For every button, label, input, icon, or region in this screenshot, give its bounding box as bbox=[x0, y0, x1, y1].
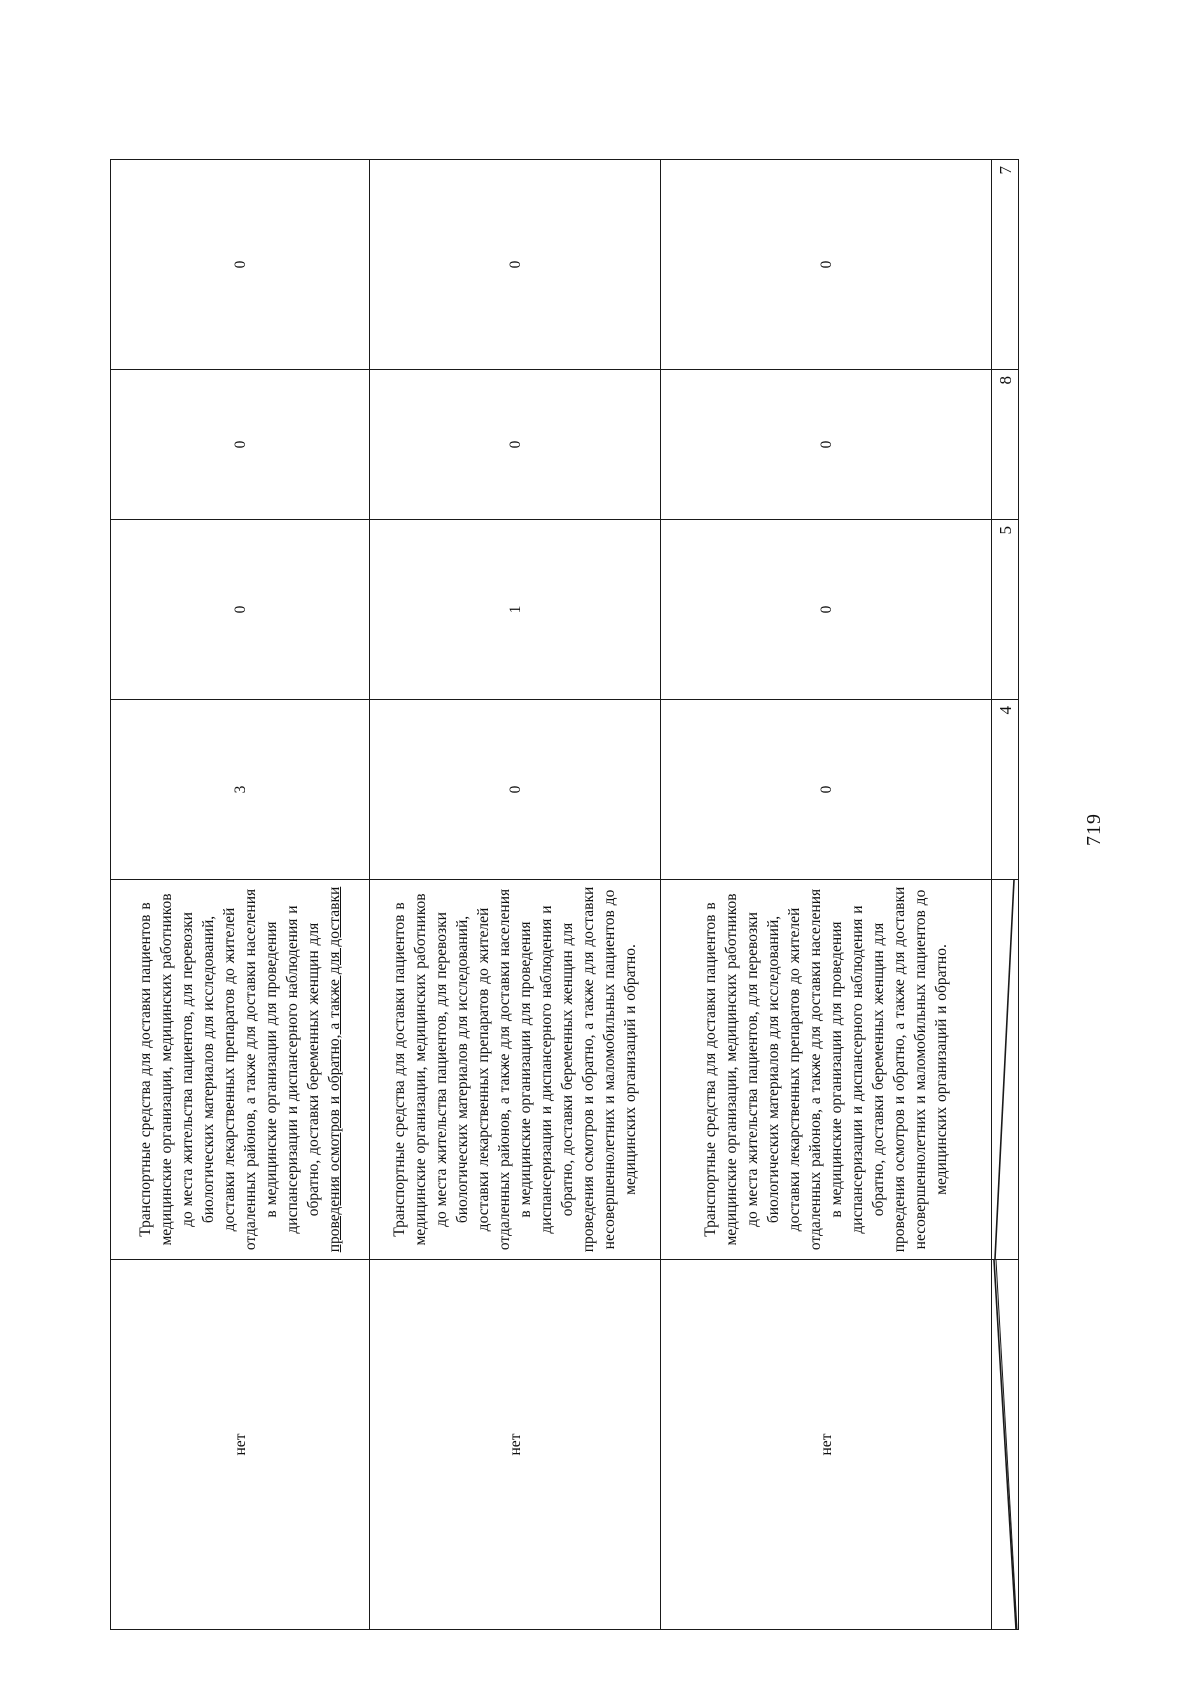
crossed-out-cell bbox=[992, 880, 1019, 1260]
description-line: в медицинские организации для проведения bbox=[517, 921, 534, 1218]
value-cell: 0 bbox=[111, 520, 370, 700]
description-line: Транспортные средства для доставки пациентов в bbox=[702, 902, 719, 1237]
answer-cell: нет bbox=[661, 1260, 992, 1630]
value-cell: 0 bbox=[111, 370, 370, 520]
description-cell bbox=[661, 880, 992, 1260]
page-number: 719 bbox=[1083, 813, 1105, 846]
description-line: отдаленных районов, а также для доставки населения bbox=[242, 888, 259, 1251]
description-line: проведения осмотров и обратно, а также для доставки bbox=[891, 886, 908, 1253]
description-line: медицинские организации, медицинских работников bbox=[412, 893, 429, 1246]
description-line: в медицинские организации для проведения bbox=[263, 921, 280, 1218]
diagonal-stroke bbox=[992, 1260, 1018, 1629]
column-number: 7 bbox=[992, 160, 1019, 370]
crossed-out-cell bbox=[992, 1260, 1019, 1630]
description-line: медицинских организаций и обратно. bbox=[622, 944, 639, 1195]
diagonal-stroke bbox=[992, 880, 1018, 1259]
description-line: Транспортные средства для доставки пациентов в bbox=[391, 902, 408, 1237]
description-line: медицинских организаций и обратно. bbox=[933, 944, 950, 1195]
value-cell: 0 bbox=[661, 520, 992, 700]
column-number: 5 bbox=[992, 520, 1019, 700]
description-line: биологических материалов для исследований, bbox=[765, 915, 782, 1224]
description-line: диспансеризации и диспансерного наблюдения и bbox=[849, 905, 866, 1234]
description-line: несовершеннолетних и маломобильных пациентов до bbox=[912, 889, 929, 1250]
table-row bbox=[661, 160, 992, 1630]
table-row bbox=[111, 160, 370, 1630]
description-line: обратно, доставки беременных женщин для bbox=[305, 922, 322, 1217]
value-cell: 3 bbox=[111, 700, 370, 880]
description-cell bbox=[370, 880, 661, 1260]
value-cell: 0 bbox=[661, 700, 992, 880]
column-number: 8 bbox=[992, 370, 1019, 520]
column-number-row bbox=[992, 160, 1019, 1630]
description-line: до места жительства пациентов, для перевозки bbox=[179, 912, 196, 1227]
description-line: до места жительства пациентов, для перевозки bbox=[744, 912, 761, 1227]
description-line: медицинские организации, медицинских работников bbox=[723, 893, 740, 1246]
description-line: проведения осмотров и обратно, а также для доставки bbox=[326, 886, 343, 1253]
value-cell: 0 bbox=[111, 160, 370, 370]
table-row bbox=[370, 160, 661, 1630]
value-cell: 0 bbox=[661, 370, 992, 520]
description-line: обратно, доставки беременных женщин для bbox=[559, 922, 576, 1217]
rotated-page bbox=[110, 160, 1040, 1630]
description-line: отдаленных районов, а также для доставки населения bbox=[496, 888, 513, 1251]
description-line: проведения осмотров и обратно, а также для доставки bbox=[580, 886, 597, 1253]
description-line: диспансеризации и диспансерного наблюдения и bbox=[538, 905, 555, 1234]
description-line: биологических материалов для исследований, bbox=[454, 915, 471, 1224]
description-line: в медицинские организации для проведения bbox=[828, 921, 845, 1218]
description-line: обратно, доставки беременных женщин для bbox=[870, 922, 887, 1217]
value-cell: 1 bbox=[370, 520, 661, 700]
value-cell: 0 bbox=[370, 160, 661, 370]
description-line: медицинские организации, медицинских работников bbox=[158, 893, 175, 1246]
description-cell bbox=[111, 880, 370, 1260]
answer-cell: нет bbox=[370, 1260, 661, 1630]
description-line: несовершеннолетних и маломобильных пациентов до bbox=[601, 889, 618, 1250]
description-line: диспансеризации и диспансерного наблюдения и bbox=[284, 905, 301, 1234]
value-cell: 0 bbox=[370, 370, 661, 520]
answer-cell: нет bbox=[111, 1260, 370, 1630]
description-line: Транспортные средства для доставки пациентов в bbox=[137, 902, 154, 1237]
description-line: доставки лекарственных препаратов до жителей bbox=[475, 907, 492, 1232]
description-line: доставки лекарственных препаратов до жителей bbox=[221, 907, 238, 1232]
description-line: биологических материалов для исследований, bbox=[200, 915, 217, 1224]
column-number: 4 bbox=[992, 700, 1019, 880]
description-line: доставки лекарственных препаратов до жителей bbox=[786, 907, 803, 1232]
description-line: до места жительства пациентов, для перевозки bbox=[433, 912, 450, 1227]
value-cell: 0 bbox=[661, 160, 992, 370]
value-cell: 0 bbox=[370, 700, 661, 880]
description-line: отдаленных районов, а также для доставки населения bbox=[807, 888, 824, 1251]
data-table bbox=[110, 159, 1019, 1630]
